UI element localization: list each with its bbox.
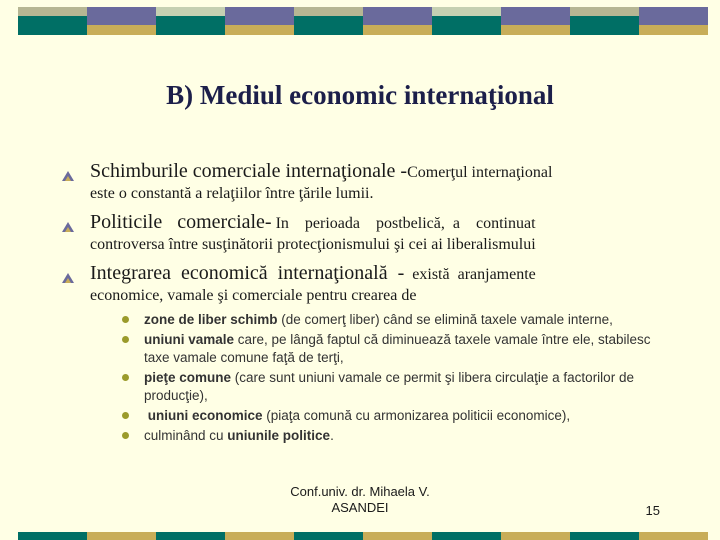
- sub-list-item: [122, 369, 662, 405]
- sub-item-prefix: culminând cu: [144, 428, 228, 443]
- bullet-lead: Politicile comerciale-: [90, 211, 272, 233]
- sub-list-item: [122, 407, 662, 425]
- band-block: [639, 7, 708, 35]
- bullet-item: [62, 160, 662, 203]
- band-block: [570, 532, 639, 540]
- band-block: [501, 532, 570, 540]
- sub-list-item: [122, 427, 662, 445]
- band-block: [18, 532, 87, 540]
- bullet-item: [62, 211, 662, 254]
- footer-author: [270, 484, 450, 516]
- bullet-continuation: controversa între susţinătorii protecţionismului şi cei ai liberalismului: [90, 236, 536, 253]
- band-block: [294, 532, 363, 540]
- sub-item-bold: zone de liber schimb: [144, 312, 278, 327]
- bullet-lead: Schimburile comerciale internaţionale -: [90, 160, 408, 182]
- band-block: [432, 7, 501, 35]
- bottom-decorative-band: [0, 532, 720, 540]
- bullet-text: In perioada postbelică, a continuat: [271, 215, 536, 232]
- sub-list: [122, 311, 662, 445]
- sub-item-bold: uniunile politice: [227, 428, 331, 443]
- band-block: [18, 7, 87, 35]
- band-block: [363, 532, 432, 540]
- sub-item-text: .: [330, 428, 334, 443]
- bullet-lead: Integrarea economică internaţională -: [90, 262, 405, 284]
- band-block: [294, 7, 363, 35]
- top-decorative-band: [0, 7, 720, 35]
- slide-content: [62, 160, 662, 447]
- bullet-icon: [62, 219, 74, 229]
- band-block: [363, 7, 432, 35]
- author-line: Conf.univ. dr. Mihaela V.: [290, 484, 430, 499]
- page-number: 15: [645, 503, 660, 518]
- bullet-text: Comerţul internaţional: [407, 164, 553, 181]
- band-block: [432, 532, 501, 540]
- band-block: [156, 7, 225, 35]
- band-block: [639, 532, 708, 540]
- slide-title: B) Mediul economic internaţional: [166, 80, 554, 110]
- sub-item-text: (care sunt uniuni vamale ce permit şi libera circulaţie a factorilor de producţie),: [144, 370, 634, 403]
- band-block: [501, 7, 570, 35]
- band-block: [87, 7, 156, 35]
- sub-item-text: care, pe lângă faptul că diminuează taxele vamale între ele, stabilesc taxe vamale comune faţă de terţi,: [144, 332, 651, 365]
- sub-item-text: (piaţa comună cu armonizarea politicii economice),: [262, 408, 571, 423]
- sub-item-bold: uniuni economice: [144, 408, 263, 423]
- sub-list-item: [122, 331, 662, 367]
- bullet-continuation: economice, vamale şi comerciale pentru crearea de: [90, 287, 417, 304]
- bullet-continuation: este o constantă a relaţiilor între ţările lumii.: [90, 185, 374, 202]
- bullet-icon: [62, 168, 74, 178]
- sub-item-text: (de comerţ liber) când se elimină taxele vamale interne,: [277, 312, 613, 327]
- bullet-dot-icon: [122, 316, 129, 323]
- band-block: [87, 532, 156, 540]
- bullet-dot-icon: [122, 432, 129, 439]
- bullet-dot-icon: [122, 412, 129, 419]
- band-block: [156, 532, 225, 540]
- bullet-item: [62, 262, 662, 445]
- sub-item-bold: pieţe comune: [144, 370, 232, 385]
- sub-item-bold: uniuni vamale: [144, 332, 235, 347]
- sub-list-item: [122, 311, 662, 329]
- author-line: ASANDEI: [331, 500, 389, 515]
- band-block: [225, 532, 294, 540]
- bullet-dot-icon: [122, 336, 129, 343]
- band-block: [225, 7, 294, 35]
- bullet-text: există aranjamente: [404, 266, 536, 283]
- bullet-dot-icon: [122, 374, 129, 381]
- bullet-icon: [62, 270, 74, 280]
- band-block: [570, 7, 639, 35]
